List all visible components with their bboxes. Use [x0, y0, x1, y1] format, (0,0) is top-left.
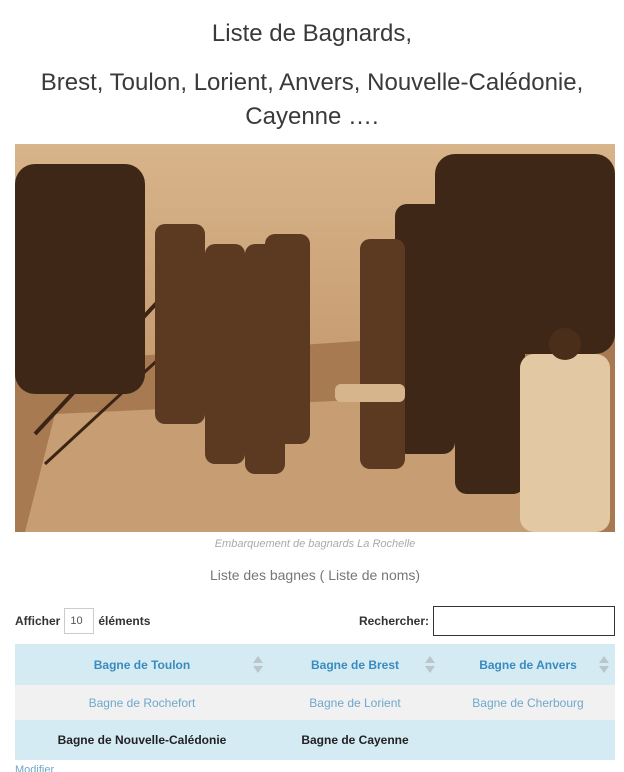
bagnes-table [15, 644, 615, 760]
column-header-anvers[interactable]: Bagne de Anvers [441, 644, 615, 685]
column-header-brest[interactable]: Bagne de Brest [269, 644, 441, 685]
table-header-row [15, 644, 615, 685]
section-subtitle: Liste des bagnes ( Liste de noms) [209, 567, 421, 583]
table-cell-link[interactable]: Bagne de Rochefort [88, 695, 196, 710]
table-row [15, 685, 615, 720]
page-length-select[interactable]: 10 [64, 608, 94, 634]
search-input[interactable] [433, 606, 615, 636]
column-header-toulon[interactable]: Bagne de Toulon [15, 644, 269, 685]
table-cell-link[interactable]: Bagne de Cherbourg [472, 695, 584, 710]
modify-link[interactable]: Modifier [15, 764, 55, 772]
table-cell: Bagne de Cayenne [301, 733, 409, 747]
table-cell: Bagne de Nouvelle-Calédonie [57, 733, 227, 747]
search-label: Rechercher: [358, 614, 429, 628]
sepia-photo [15, 144, 615, 532]
length-prefix-label: Afficher [15, 614, 61, 628]
page-title: Liste de Bagnards, [211, 20, 413, 47]
search-control [359, 606, 615, 636]
photo-caption: Embarquement de bagnards La Rochelle [214, 538, 416, 550]
table-row [15, 720, 615, 760]
sort-icon[interactable] [599, 656, 609, 674]
sort-icon[interactable] [253, 656, 263, 674]
page-length-control [15, 607, 150, 635]
page-subtitle-locations: Brest, Toulon, Lorient, Anvers, Nouvelle-Calédonie, Cayenne …. [40, 69, 584, 130]
table-cell-link[interactable]: Bagne de Lorient [309, 695, 401, 710]
table-cell [441, 720, 615, 760]
length-suffix-label: éléments [98, 614, 151, 628]
sort-icon[interactable] [425, 656, 435, 674]
